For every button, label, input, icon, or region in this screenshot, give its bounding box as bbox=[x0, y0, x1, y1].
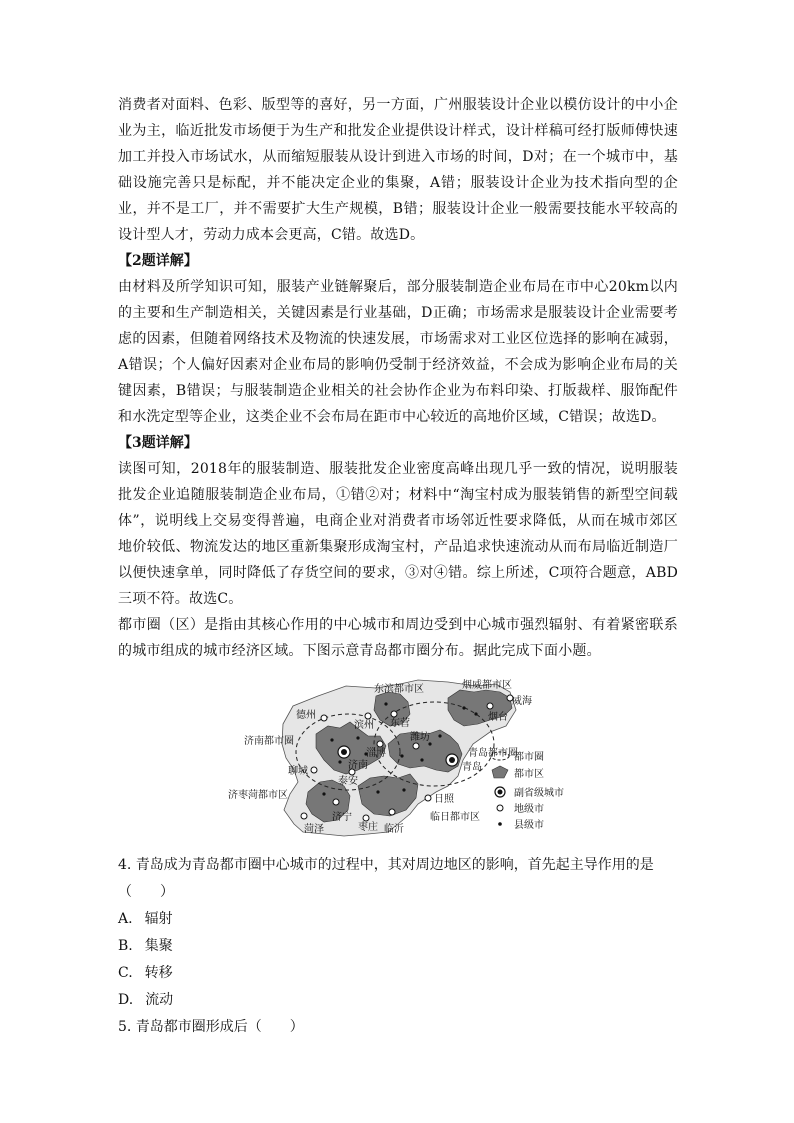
label-jinan: 济南 bbox=[348, 760, 368, 771]
qingdao-metro-circle-map bbox=[118, 674, 678, 844]
label-binzhou: 滨州 bbox=[354, 720, 374, 731]
section-2-text: 由材料及所学知识可知，服装产业链解聚后，部分服装制造企业布局在市中心20km以内的主要和生产制造相关，关键因素是行业基础，D正确；市场需求是服装设计企业需要考虑的因素，但随着网络技术及物流的快速发展，市场需求对工业区位选择的影响在减弱，A错误；个人偏好因素对企业布局的影响仍受制于经济效益，不会成为影响企业布局的关键因素，B错误；与服装制造企业相关的社会协作企业为布料印染、打版裁样、服饰配件和水洗定型等企业，这类企业不会布局在距市中心较近的高地价区域，C错误；故选D。 bbox=[118, 279, 678, 425]
label-jizaohe-area: 济枣菏都市区 bbox=[228, 790, 288, 801]
section-3-heading: 【3题详解】 bbox=[118, 435, 198, 451]
option-d[interactable]: D. 流动 bbox=[118, 992, 174, 1008]
label-rizhao: 日照 bbox=[434, 794, 454, 805]
label-linri-area: 临日都市区 bbox=[430, 812, 480, 823]
legend-prefecture-label: 地级市 bbox=[514, 804, 544, 815]
legend-county-label: 县级市 bbox=[514, 820, 544, 831]
section-3-text: 读图可知，2018年的服装制造、服装批发企业密度高峰出现几乎一致的情况，说明服装批发企业追随服装制造企业布局，①错②对；材料中“淘宝村成为服装销售的新型空间载体”，说明线上交易变得普遍，电商企业对消费者市场邻近性要求降低，从而在城市郊区地价较低、物流发达的地区重新集聚形成淘宝村，产品追求快速流动从而布局临近制造厂以便快速拿单，同时降低了存货空间的要求，③对④错。综上所述，C项符合题意，ABD三项不符。故选C。 bbox=[118, 461, 678, 607]
label-linyi: 临沂 bbox=[384, 824, 404, 835]
label-qingdao: 青岛 bbox=[462, 762, 482, 773]
label-weifang: 潍坊 bbox=[410, 732, 430, 743]
city-dezhou bbox=[321, 715, 327, 721]
legend-area-symbol bbox=[492, 766, 508, 778]
label-weihai: 威海 bbox=[512, 696, 532, 707]
question-4-stem: 4. 青岛成为青岛都市圈中心城市的过程中，其对周边地区的影响，首先起主导作用的是（ ） bbox=[118, 857, 654, 900]
city-liaocheng bbox=[311, 767, 317, 773]
intro-paragraph: 都市圈（区）是指由其核心作用的中心城市和周边受到中心城市强烈辐射、有着紧密联系的城市组成的城市经济区域。下图示意青岛都市圈分布。据此完成下面小题。 bbox=[118, 617, 678, 659]
map-svg bbox=[118, 674, 678, 844]
label-dezhou: 德州 bbox=[296, 710, 316, 721]
label-zibo: 淄博 bbox=[366, 748, 386, 759]
legend-sub-provincial-label: 副省级城市 bbox=[514, 788, 564, 799]
option-a[interactable]: A. 辐射 bbox=[118, 911, 173, 927]
label-yantai: 烟台 bbox=[488, 712, 508, 723]
city-binzhou bbox=[365, 713, 371, 719]
answer-paragraph-1: 消费者对面料、色彩、版型等的喜好，另一方面，广州服装设计企业以模仿设计的中小企业为主，临近批发市场便于为生产和批发企业提供设计样式，设计样稿可经打版师傅快速加工并投入市场试水，从而缩短服装从设计到进入市场的时间，D对；在一个城市中，基础设施完善只是标配，并不能决定企业的集聚，A错；服装设计企业为技术指向型的企业，并不是工厂，并不需要扩大生产规模，B错；服装设计企业一般需要技能水平较高的设计型人才，劳动力成本会更高，C错。故选D。 bbox=[118, 97, 678, 243]
label-taian: 泰安 bbox=[338, 776, 358, 787]
city-weifang bbox=[413, 743, 419, 749]
label-zaozhuang: 枣庄 bbox=[358, 822, 378, 833]
city-zaozhuang bbox=[363, 815, 369, 821]
option-b[interactable]: B. 集聚 bbox=[118, 938, 173, 954]
label-jinan-circle: 济南都市圈 bbox=[244, 736, 294, 747]
city-linyi bbox=[389, 809, 395, 815]
label-dongying: 东营 bbox=[390, 718, 410, 729]
question-5-stem: 5. 青岛都市圈形成后（ ） bbox=[118, 1019, 304, 1035]
legend-county-symbol bbox=[498, 822, 502, 826]
label-dongbin-area: 东滨都市区 bbox=[374, 684, 424, 695]
city-heze bbox=[301, 813, 307, 819]
map-legend bbox=[491, 750, 564, 831]
city-yantai bbox=[487, 703, 493, 709]
label-jining: 济宁 bbox=[332, 812, 352, 823]
section-2-heading: 【2题详解】 bbox=[118, 253, 198, 269]
page-content bbox=[118, 92, 678, 1041]
label-yantai-weihai-area: 烟威都市区 bbox=[462, 680, 512, 691]
city-jining bbox=[333, 799, 339, 805]
legend-circle-label: 都市圈 bbox=[514, 752, 544, 763]
legend-prefecture-symbol bbox=[497, 805, 503, 811]
city-rizhao bbox=[425, 795, 431, 801]
question-4-options bbox=[118, 906, 678, 1014]
option-c[interactable]: C. 转移 bbox=[118, 965, 173, 981]
city-dongying bbox=[391, 711, 397, 717]
label-heze: 菏泽 bbox=[304, 824, 324, 835]
city-zibo bbox=[377, 741, 383, 747]
label-liaocheng: 聊城 bbox=[288, 766, 308, 777]
label-qingdao-circle: 青岛都市圈 bbox=[468, 748, 518, 759]
legend-area-label: 都市区 bbox=[514, 769, 544, 780]
